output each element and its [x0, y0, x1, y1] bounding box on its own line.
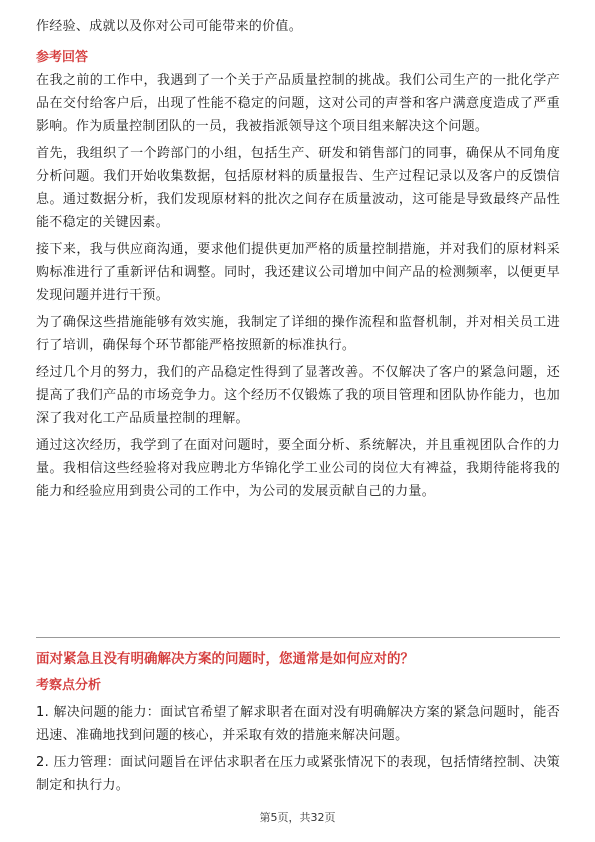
analysis-heading: 考察点分析: [36, 678, 102, 693]
reference-answer-heading: 参考回答: [36, 50, 89, 65]
answer-paragraph: 经过几个月的努力，我们的产品稳定性得到了显著改善。不仅解决了客户的紧急问题，还提高了我们产品的市场竞争力。这个经历不仅锻炼了我的项目管理和团队协作能力，也加深了我对化工产品质量控制的理解。: [36, 365, 560, 426]
analysis-point: 1. 解决问题的能力：面试官希望了解求职者在面对没有明确解决方案的紧急问题时，能否迅速、准确地找到问题的核心，并采取有效的措施来解决问题。: [36, 705, 560, 743]
page-number: 第5页，共32页: [259, 811, 336, 824]
intro-tail-text: 作经验、成就以及你对公司可能带来的价值。: [36, 19, 303, 34]
answer-paragraph: 首先，我组织了一个跨部门的小组，包括生产、研发和销售部门的同事，确保从不同角度分析问题。我们开始收集数据，包括原材料的质量报告、生产过程记录以及客户的反馈信息。通过数据分析，我们发现原材料的批次之间存在质量波动，这可能是导致最终产品性能不稳定的关键因素。: [36, 146, 560, 230]
answer-paragraph: 为了确保这些措施能够有效实施，我制定了详细的操作流程和监督机制，并对相关员工进行了培训，确保每个环节都能严格按照新的标准执行。: [36, 315, 560, 353]
answer-paragraph: 接下来，我与供应商沟通，要求他们提供更加严格的质量控制措施，并对我们的原材料采购标准进行了重新评估和调整。同时，我还建议公司增加中间产品的检测频率，以便更早发现问题并进行干预。: [36, 242, 560, 303]
section-divider: [36, 637, 560, 638]
answer-section: [36, 15, 560, 503]
question-title: 面对紧急且没有明确解决方案的问题时，您通常是如何应对的？: [36, 651, 414, 667]
answer-paragraph: 在我之前的工作中，我遇到了一个关于产品质量控制的挑战。我们公司生产的一批化学产品在交付给客户后，出现了性能不稳定的问题，这对公司的声誉和客户满意度造成了严重影响。作为质量控制团队的一员，我被指派领导这个项目组来解决这个问题。: [36, 73, 560, 134]
answer-paragraph: 通过这次经历，我学到了在面对问题时，要全面分析、系统解决，并且重视团队合作的力量。我相信这些经验将对我应聘北方华锦化学工业公司的岗位大有裨益，我期待能将我的能力和经验应用到贵公司的工作中，为公司的发展贡献自己的力量。: [36, 438, 560, 499]
next-question-section: [36, 647, 560, 797]
analysis-point: 2. 压力管理：面试问题旨在评估求职者在压力或紧张情况下的表现，包括情绪控制、决策制定和执行力。: [36, 755, 560, 793]
